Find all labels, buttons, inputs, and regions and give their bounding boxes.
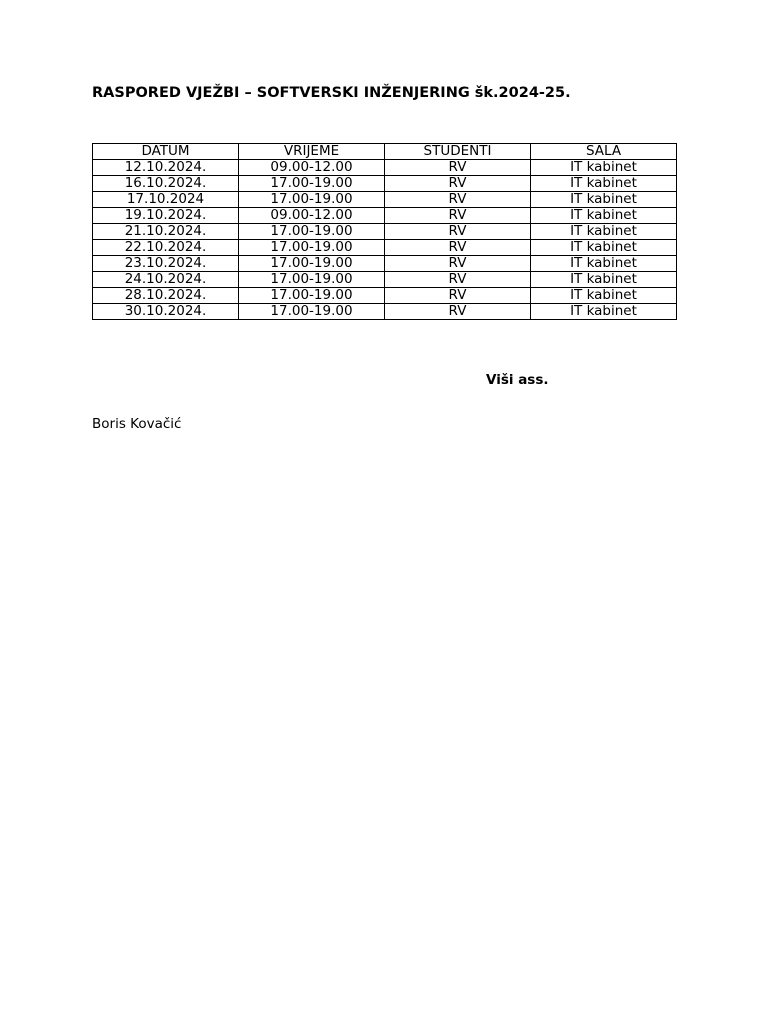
- schedule-table: [92, 143, 677, 320]
- cell-vrijeme: 09.00-12.00: [239, 160, 385, 176]
- cell-datum: 16.10.2024.: [93, 176, 239, 192]
- table-header-row: [93, 144, 677, 160]
- header-datum: DATUM: [93, 144, 239, 160]
- cell-datum: 23.10.2024.: [93, 256, 239, 272]
- cell-vrijeme: 17.00-19.00: [239, 192, 385, 208]
- cell-studenti: RV: [385, 288, 531, 304]
- cell-datum: 21.10.2024.: [93, 224, 239, 240]
- cell-studenti: RV: [385, 272, 531, 288]
- cell-datum: 12.10.2024.: [93, 160, 239, 176]
- table-row: [93, 272, 677, 288]
- cell-studenti: RV: [385, 304, 531, 320]
- table-row: [93, 224, 677, 240]
- cell-datum: 24.10.2024.: [93, 272, 239, 288]
- cell-sala: IT kabinet: [531, 176, 677, 192]
- cell-datum: 22.10.2024.: [93, 240, 239, 256]
- cell-sala: IT kabinet: [531, 304, 677, 320]
- cell-studenti: RV: [385, 224, 531, 240]
- cell-sala: IT kabinet: [531, 224, 677, 240]
- table-row: [93, 256, 677, 272]
- cell-sala: IT kabinet: [531, 256, 677, 272]
- cell-sala: IT kabinet: [531, 160, 677, 176]
- table-row: [93, 192, 677, 208]
- table-row: [93, 240, 677, 256]
- cell-datum: 28.10.2024.: [93, 288, 239, 304]
- cell-vrijeme: 17.00-19.00: [239, 304, 385, 320]
- cell-studenti: RV: [385, 208, 531, 224]
- cell-studenti: RV: [385, 256, 531, 272]
- table-row: [93, 304, 677, 320]
- document-title: RASPORED VJEŽBI – SOFTVERSKI INŽENJERING šk.2024-25.: [92, 85, 571, 101]
- cell-datum: 19.10.2024.: [93, 208, 239, 224]
- cell-sala: IT kabinet: [531, 272, 677, 288]
- cell-studenti: RV: [385, 192, 531, 208]
- cell-sala: IT kabinet: [531, 240, 677, 256]
- header-studenti: STUDENTI: [385, 144, 531, 160]
- table-row: [93, 160, 677, 176]
- cell-vrijeme: 17.00-19.00: [239, 288, 385, 304]
- table-row: [93, 176, 677, 192]
- cell-datum: 30.10.2024.: [93, 304, 239, 320]
- header-vrijeme: VRIJEME: [239, 144, 385, 160]
- cell-studenti: RV: [385, 160, 531, 176]
- cell-sala: IT kabinet: [531, 192, 677, 208]
- cell-studenti: RV: [385, 176, 531, 192]
- cell-vrijeme: 17.00-19.00: [239, 224, 385, 240]
- cell-vrijeme: 17.00-19.00: [239, 176, 385, 192]
- cell-sala: IT kabinet: [531, 288, 677, 304]
- cell-vrijeme: 09.00-12.00: [239, 208, 385, 224]
- cell-datum: 17.10.2024: [93, 192, 239, 208]
- signatory-name: Boris Kovačić: [92, 416, 182, 432]
- cell-vrijeme: 17.00-19.00: [239, 256, 385, 272]
- table-row: [93, 208, 677, 224]
- table-row: [93, 288, 677, 304]
- cell-vrijeme: 17.00-19.00: [239, 240, 385, 256]
- cell-studenti: RV: [385, 240, 531, 256]
- cell-vrijeme: 17.00-19.00: [239, 272, 385, 288]
- cell-sala: IT kabinet: [531, 208, 677, 224]
- signatory-position: Viši ass.: [486, 372, 549, 388]
- header-sala: SALA: [531, 144, 677, 160]
